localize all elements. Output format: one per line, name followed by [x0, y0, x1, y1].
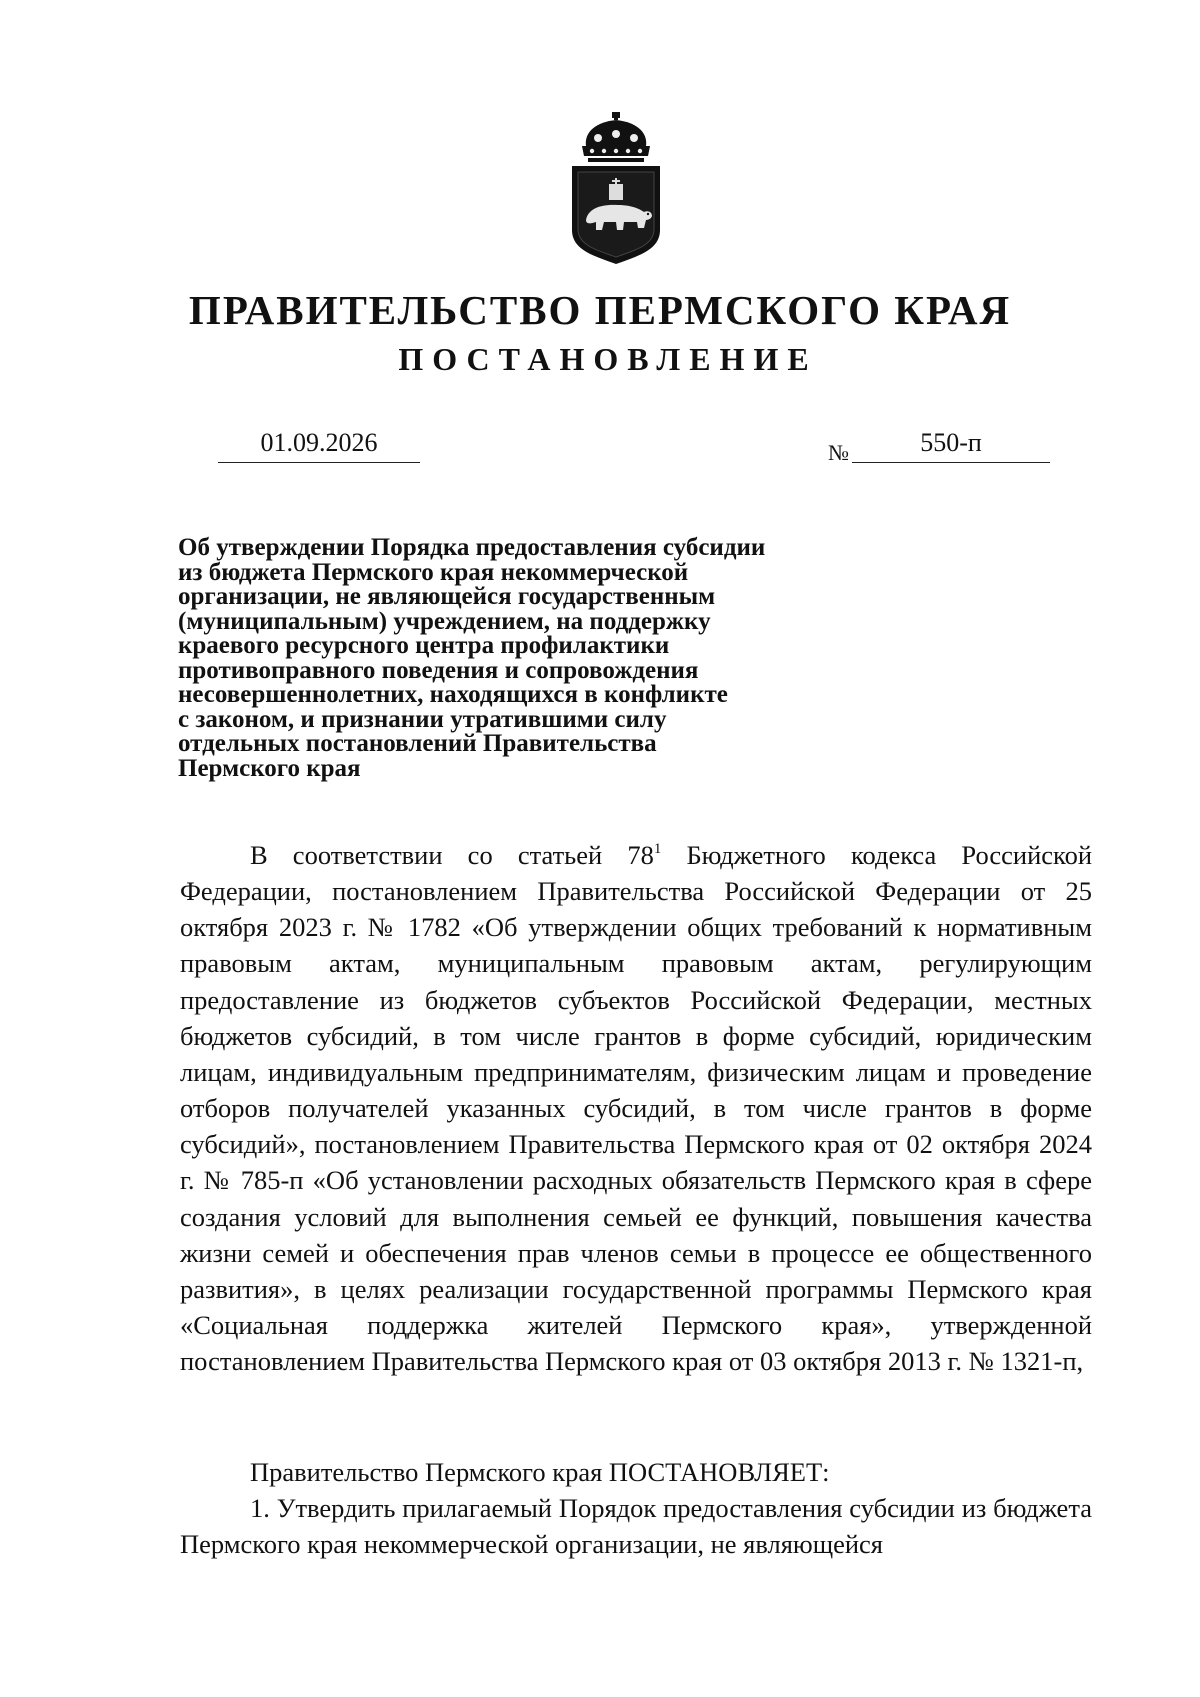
document-number: 550-п	[852, 424, 1050, 463]
document-subject: Об утверждении Порядка предоставления субсидии из бюджета Пермского края некоммерческой организации, не являющейся государственным (муниципальным) учреждением, на поддержку краевого ресурсного центра профилактики противоправного поведения и сопровождения несовершеннолетних, находящихся в конфликте с законом, и признании утратившими силу отдельных постановлений Правительства Пермского края	[178, 534, 766, 782]
preamble-start: В соответствии со статьей 78	[250, 840, 654, 870]
article-superscript: 1	[653, 841, 662, 857]
document-date: 01.09.2026	[218, 424, 420, 463]
preamble-rest: Бюджетного кодекса Российской Федерации, постановлением Правительства Российской Федерации от 25 октября 2023 г. № 1782 «Об утверждении общих требований к нормативным правовым актам, муниципальным правовым актам, регулирующим предоставление из бюджетов субъектов Российской Федерации, местных бюджетов субсидий, в том числе грантов в форме субсидий, юридическим лицам, индивидуальным предпринимателям, физическим лицам и проведение отборов получателей указанных субсидий, в том числе грантов в форме субсидий», постановлением Правительства Пермского края от 02 октября 2024 г. № 785-п «Об установлении расходных обязательств Пермского края в сфере создания условий для выполнения семьей ее функций, повышения качества жизни семей и обеспечения прав членов семьи в процессе ее общественного развития», в целях реализации государственной программы Пермского края «Социальная поддержка жителей Пермского края», утвержденной постановлением Правительства Пермского края от 03 октября 2013 г. № 1321-п,	[180, 840, 1093, 1377]
government-title: ПРАВИТЕЛЬСТВО ПЕРМСКОГО КРАЯ	[188, 287, 1012, 333]
perm-krai-coat-of-arms-icon	[568, 112, 664, 264]
number-sign: №	[828, 440, 849, 465]
decree-line: Правительство Пермского края ПОСТАНОВЛЯЕТ:	[250, 1457, 830, 1487]
document-type: ПОСТАНОВЛЕНИЕ	[398, 341, 818, 377]
preamble-paragraph	[180, 837, 1092, 1379]
decree-item: 1. Утвердить прилагаемый Порядок предоставления субсидии из бюджета Пермского края некоммерческой организации, не являющейся	[180, 1493, 1092, 1560]
document-number-field	[828, 424, 1050, 464]
